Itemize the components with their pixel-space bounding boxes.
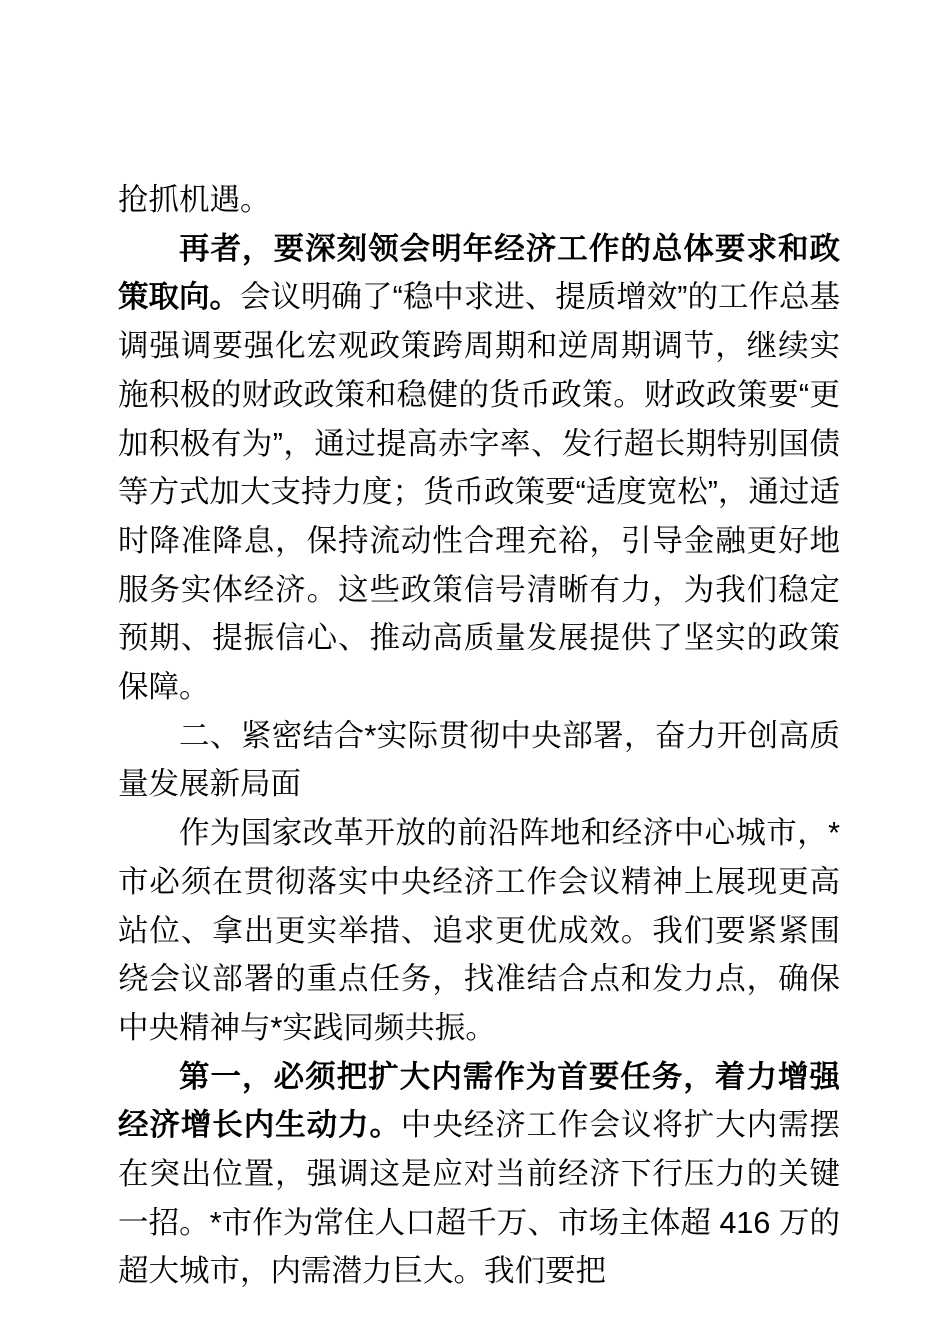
text-run-bold-lead: 第一，必须把扩大内需作为首要任务，着力增强经济增长内生动力。 [118,1059,840,1143]
paragraph-expand-domestic-demand [118,1053,840,1297]
section-heading-two [118,712,840,809]
text-run: 中央经济工作会议将扩大内需摆在突出位置，强调这是应对当前经济下行压力的关键一招。*市作为常住人口超千万、市场主体超 416 万的超大城市，内需潜力巨大。我们要把 [118,1108,841,1289]
paragraph-overall-requirements-policy-orientation [118,225,840,712]
document-text-column [118,176,840,1296]
text-run: 作为国家改革开放的前沿阵地和经济中心城市，*市必须在贯彻落实中央经济工作会议精神上展现更高站位、拿出更实举措、追求更优成效。我们要紧紧围绕会议部署的重点任务，找准结合点和发力点，确保中央精神与*实践同频共振。 [118,816,840,1045]
paragraph-continuation-seize-opportunity [118,176,840,225]
text-run-bold-lead: 再者，要深刻领会明年经济工作的总体要求和政策取向。 [118,231,840,315]
text-run: 抢抓机遇。 [118,183,271,217]
text-run: 会议明确了“稳中求进、提质增效”的工作总基调强调要强化宏观政策跨周期和逆周期调节，继续实施积极的财政政策和稳健的货币政策。财政政策要“更加积极有为”，通过提高赤字率、发行超长期特别国债等方式加大支持力度；货币政策要“适度宽松”，通过适时降准降息，保持流动性合理充裕，引导金融更好地服务实体经济。这些政策信号清晰有力，为我们稳定预期、提振信心、推动高质量发展提供了坚实的政策保障。 [118,280,840,705]
paragraph-frontline-reform-economic-center [118,809,840,1053]
text-run: 二、紧密结合*实际贯彻中央部署，奋力开创高质量发展新局面 [118,718,840,802]
